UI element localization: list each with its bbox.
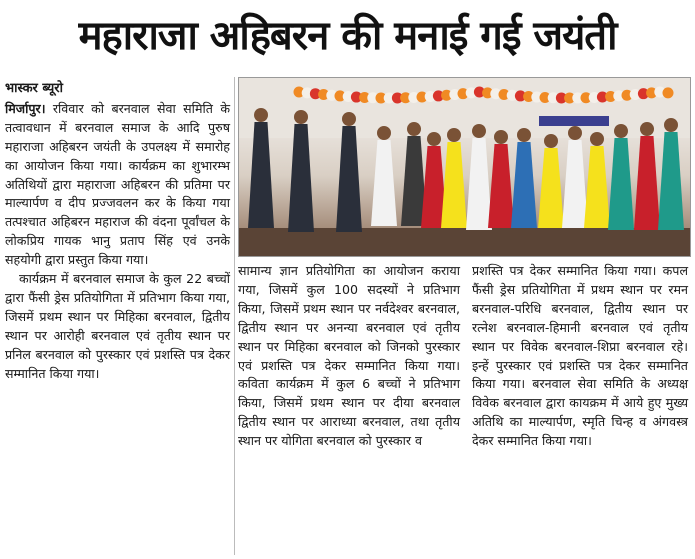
- paragraph-1: [5, 100, 230, 270]
- dateline: मिर्जापुर।: [5, 100, 46, 116]
- paragraph-1-text: रविवार को बरनवाल सेवा समिति के तत्वावधान में बरनवाल समाज के आदि पुरुष महाराजा अहिबरन जयंती के उपलक्ष्य में समारोह का आयोजन किया गया। कार्यक्रम का शुभारम्भ अतिथियों द्वारा महाराजा अहिबरन की प्रतिमा पर माल्यार्पण व दीप प्रज्जवलन कर के किया गया तत्पश्चात अहिबरन महाराज की वंदना पूर्वांचल के लोकप्रिय गायक भानु प्रताप सिंह एवं उनके सहयोगी द्वारा प्रस्तुत किया गया।: [5, 100, 230, 268]
- paragraph-2: कार्यक्रम में बरनवाल समाज के कुल 22 बच्चों द्वारा फैंसी ड्रेस प्रतियोगिता में प्रतिभाग किया गया, जिसमें प्रथम स्थान पर मिहिका बरनवाल, द्वितीय स्थान पर आरोही बरनवाल एवं तृतीय स्थान पर प्रनिल बरनवाल को पुरस्कार एवं प्रशस्ति पत्र देकर सम्मानित किया गया।: [5, 271, 230, 381]
- article-column-2: [238, 262, 460, 451]
- column-divider: [234, 77, 235, 555]
- paragraph-4: प्रशस्ति पत्र देकर सम्मानित किया गया। कपल फैंसी ड्रेस प्रतियोगिता में प्रथम स्थान पर रमन बरनवाल-परिधि बरनवाल, द्वितीय स्थान पर रत्नेश बरनवाल-हिमानी बरनवाल एवं तृतीय स्थान पर विवेक बरनवाल-शिप्रा बरनवाल रहे। इन्हें पुरस्कार एवं प्रशस्ति पत्र देकर सम्मानित किया गया। बरनवाल सेवा समिति के अध्यक्ष विवेक बरनवाल द्वारा कायक्रम में आये हुए मुख्य अतिथि का माल्यार्पण, स्मृति चिन्ह व अंगवस्त्र देकर सम्मानित किया गया।: [472, 263, 688, 449]
- article-column-1: [5, 80, 230, 384]
- event-photo-illustration: [239, 78, 690, 256]
- paragraph-3: सामान्य ज्ञान प्रतियोगिता का आयोजन कराया गया, जिसमें कुल 100 सदस्यों ने प्रतिभाग किया, जिसमें प्रथम स्थान पर नर्वदेश्वर बरनवाल, द्वितीय स्थान पर अनन्या बरनवाल एवं तृतीय स्थान पर मिहिका बरनवाल को जिनको पुरस्कार एवं प्रशस्ति पत्र देकर सम्मानित किया गया। कविता कार्यक्रम में कुल 6 बच्चों ने प्रतिभाग किया, जिसमें प्रथम स्थान पर दीया बरनवाल द्वितीय स्थान पर आराध्या बरनवाल, तथा तृतीय स्थान पर योगिता बरनवाल को पुरस्कार व: [238, 263, 460, 449]
- event-photo: [238, 77, 691, 257]
- headline: महाराजा अहिबरन की मनाई गई जयंती: [78, 12, 617, 59]
- article-column-3: [472, 262, 688, 451]
- byline: भास्कर ब्यूरो: [5, 81, 63, 96]
